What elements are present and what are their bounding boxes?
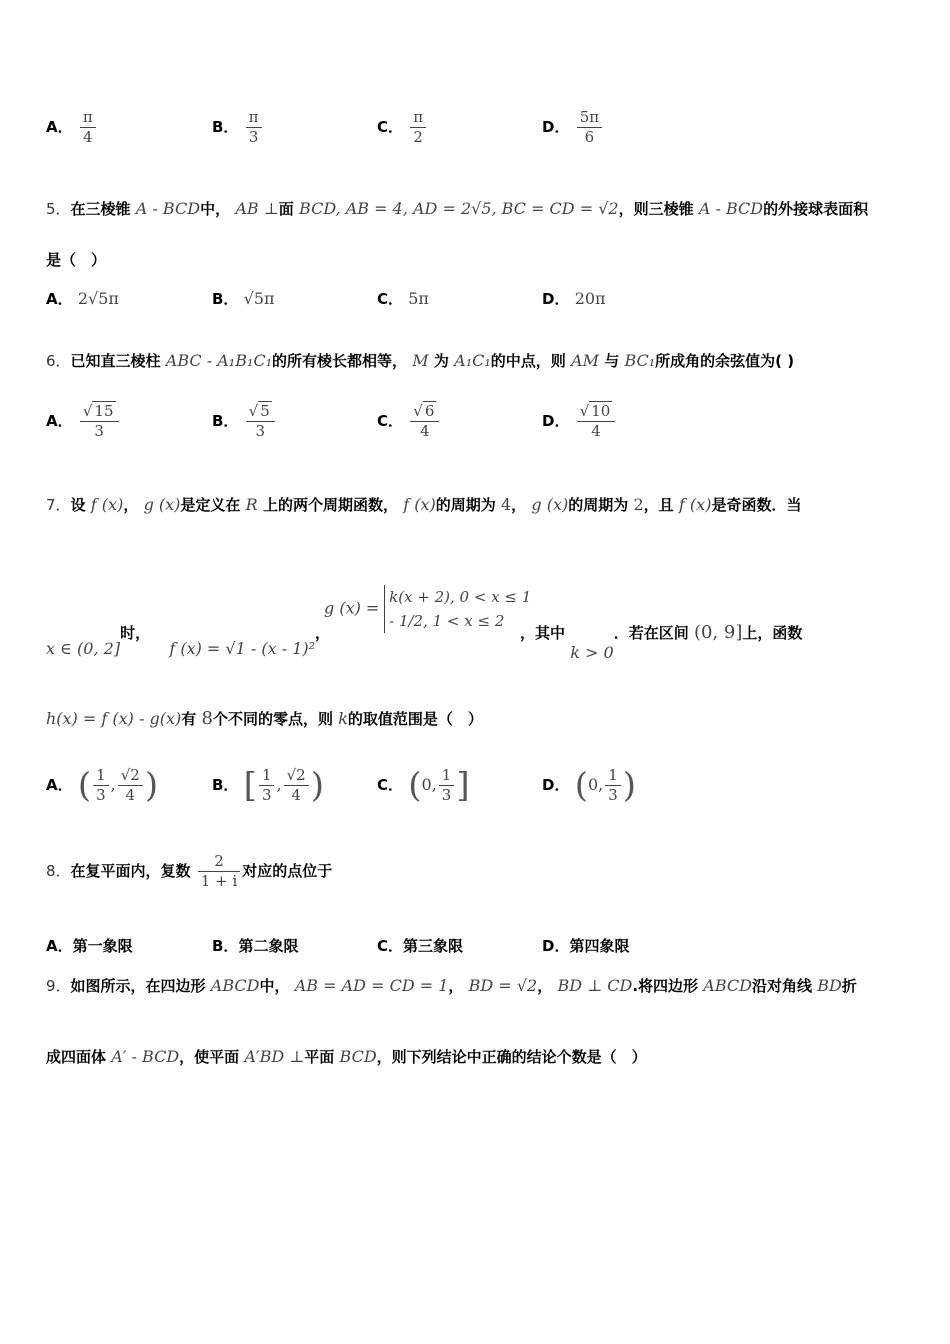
q8-option-d[interactable]: D．第四象限 [542, 937, 630, 955]
q8-option-b[interactable]: B．第二象限 [212, 937, 299, 955]
q5-option-a[interactable]: A． 2√5π [46, 289, 119, 308]
q6-option-b[interactable]: B． $\frac{√ 5}{3}$ [212, 402, 277, 441]
q7-option-d[interactable]: D． (0, $\frac{1}{3}$ ) [542, 765, 637, 806]
q4-option-a[interactable]: A． $\frac{\pi}{4}$ [46, 108, 98, 147]
q6-option-a[interactable]: A． $\frac{√ 15}{3}$ [46, 402, 121, 441]
q4-option-d-value: $\frac{5\pi}{6}$ [577, 108, 602, 147]
q4-option-b[interactable]: B． $\frac{\pi}{3}$ [212, 108, 264, 147]
q7-g-piecewise: g (x) = k(x + 2), 0 < x ≤ 1 - 1/2, 1 < x ≤ 2 [324, 585, 531, 633]
q8-option-a[interactable]: A．第一象限 [46, 937, 133, 955]
q7-stem-line1: 7．设 f (x)， g (x)是定义在 R 上的两个周期函数， f (x)的周期为 4， g (x)的周期为 2，且 f (x)是奇函数．当 [46, 495, 802, 514]
q7-stem-line3: h(x) = f (x) - g(x)有 8个不同的零点，则 k的取值范围是（ ） [46, 708, 483, 729]
q4-option-c-value: $\frac{\pi}{2}$ [410, 108, 426, 147]
q5-stem-line2: 是（ ） [46, 251, 107, 269]
q5-option-c[interactable]: C． 5π [377, 289, 429, 308]
q4-option-b-value: $\frac{\pi}{3}$ [246, 108, 262, 147]
q4-option-a-value: $\frac{\pi}{4}$ [80, 108, 96, 147]
q8-stem: 8．在复平面内，复数 $\frac{2}{1 + i}$ 对应的点位于 [46, 852, 333, 890]
q7-option-b[interactable]: B． [ $\frac{1}{3}$ , $\frac{√2}{4}$ ) [212, 765, 324, 806]
q7-stem-line2: x ∈ (0, 2]时， f (x) = √1 - (x - 1)²， [46, 624, 331, 658]
q6-option-c[interactable]: C． $\frac{√ 6}{4}$ [377, 402, 441, 441]
q5-option-d[interactable]: D． 20π [542, 289, 606, 308]
q5-option-b[interactable]: B． √5π [212, 289, 275, 308]
q7-stem-line2b: ，其中 k > 0．若在区间 (0, 9]上，函数 [520, 622, 803, 662]
q8-option-c[interactable]: C．第三象限 [377, 937, 464, 955]
q4-option-d[interactable]: D． $\frac{5\pi}{6}$ [542, 108, 604, 147]
q6-option-d[interactable]: D． $\frac{√ 10}{4}$ [542, 402, 617, 441]
q7-option-a[interactable]: A． ( $\frac{1}{3}$ , $\frac{√2}{4}$ ) [46, 765, 159, 806]
q6-stem: 6．已知直三棱柱 ABC - A₁B₁C₁的所有棱长都相等， M 为 A₁C₁的中点，则 AM 与 BC₁所成角的余弦值为( ) [46, 351, 795, 370]
q9-stem-line2: 成四面体 A′ - BCD，使平面 A′BD ⊥平面 BCD，则下列结论中正确的结论个数是（ ） [46, 1047, 647, 1066]
q9-stem-line1: 9．如图所示，在四边形 ABCD中， AB = AD = CD = 1， BD = √2， BD ⊥ CD.将四边形 ABCD沿对角线 BD折 [46, 976, 857, 995]
q5-stem-line1: 5．在三棱锥 A - BCD中， AB ⊥面 BCD, AB = 4, AD = 2√5, BC = CD = √2，则三棱锥 A - BCD的外接球表面积 [46, 199, 869, 218]
q7-option-c[interactable]: C． (0, $\frac{1}{3}$ ] [377, 765, 470, 806]
q4-option-c[interactable]: C． $\frac{\pi}{2}$ [377, 108, 428, 147]
